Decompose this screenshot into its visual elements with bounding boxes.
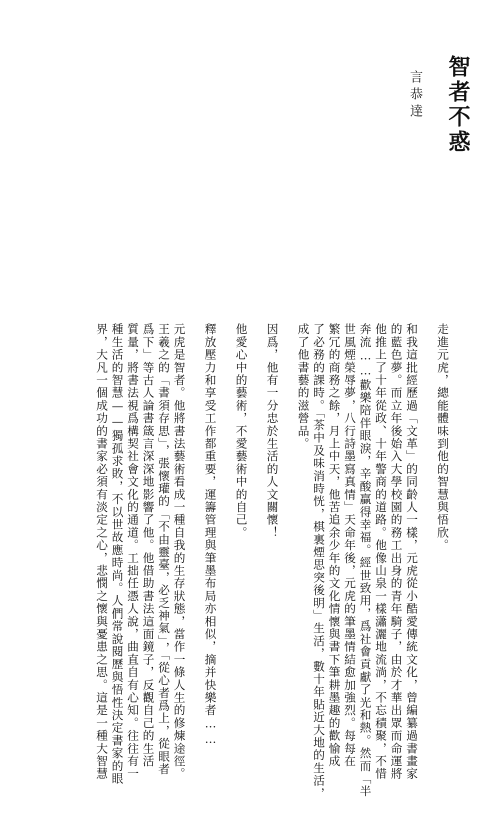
- text-column: 奔流……歡樂陪伴眼淚，辛酸贏得幸福。經世致用，爲社會貢獻了光和熱。然而「半: [358, 323, 373, 798]
- text-column: 走進元虎，總能體味到他的智慧與悟欣。: [436, 323, 450, 552]
- text-column: 種生活的智慧——獨孤求敗，不以世故應時尚。人們常說閱歷與悟性決定書家的眼: [110, 323, 125, 785]
- text-column: 因爲，他有一分忠於生活的人文關懷！: [265, 323, 280, 539]
- text-column: 界，大凡一個成功的書家必須有淡定之心，悲憫之懷與憂患之思。這是一種大智慧: [95, 323, 109, 781]
- text-column: 他推上了十年從政、十年警商的道路。他像山泉一樣瀟灑地流淌，不忘積聚，不惜: [374, 323, 388, 781]
- text-column: 他愛心中的藝術，不愛藝術中的自己。: [234, 323, 249, 539]
- text-column: 和我這批經歷過「文革」的同齡人一樣，元虎從小酷愛傳統文化，曾編纂過書畫家: [405, 323, 419, 781]
- text-column: 成了他書藝的滋營品。: [296, 323, 311, 450]
- text-column: 的藍色夢。而立年後始入大學校園的務工出身的青年騎子，由於才華出眾而命運將: [389, 323, 404, 781]
- text-column: 元虎是智者。他將書法藝術看成一種自我的生存狀態，當作一條人生的修煉途徑。: [172, 323, 187, 781]
- text-column: 了必務的課時。「茶中及味消時恍，棋裏煙思突後明」生活，數十年貼近大地的生活，: [312, 323, 326, 800]
- text-column: 質量，將書法視爲構契社會文化的通道。工拙任憑人說，曲直自有心知。往往有一: [126, 323, 140, 781]
- text-column: 繁冗的商務之餘，月上中天，他苦追余少年的文化情懷與書下筆耕墨趣的歡愉成: [327, 323, 342, 768]
- article-title: 智者不惑: [445, 55, 471, 155]
- text-column: 王羲之的「書須存思」，張懷瓘的「不由靈臺，必乏神氣」，「從心者爲上，從眼者: [157, 323, 171, 776]
- author-name: 言恭達: [407, 70, 422, 121]
- text-column: 釋放壓力和享受工作都重要，運籌管理與筆墨布局亦相似，摘并快樂者……: [203, 323, 218, 747]
- text-column: 爲下」等古人論書箴言深深地影響了他。他借助書法這面鏡子，反觀自己的生活: [141, 323, 156, 768]
- text-column: 世風煙榮辱夢，八行詩墨寫真情」天命年後，元虎的筆墨情結愈加強烈。每每在: [343, 323, 357, 768]
